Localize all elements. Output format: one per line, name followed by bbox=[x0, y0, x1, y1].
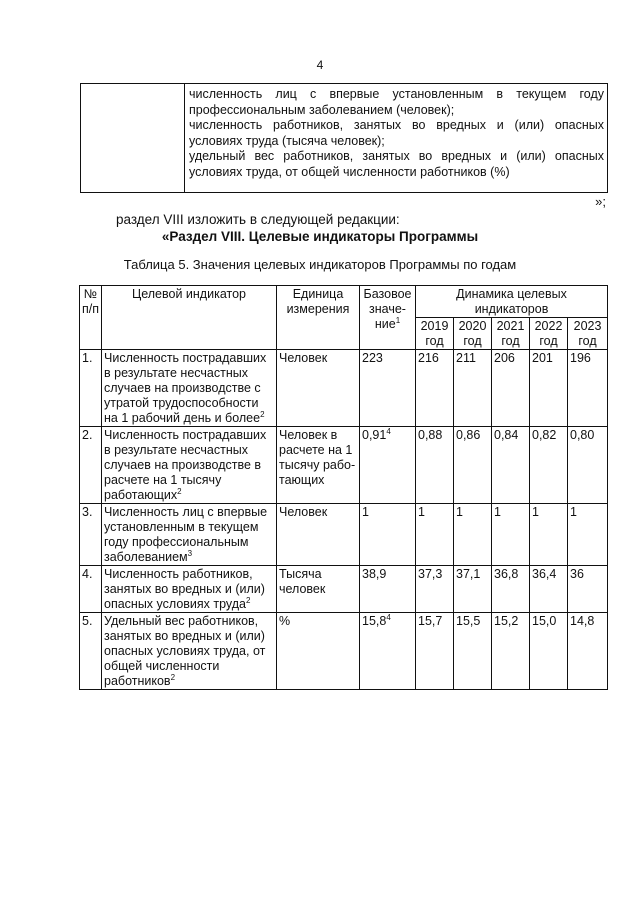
header-unit: Единица измерения bbox=[277, 286, 360, 350]
row-base bbox=[360, 566, 416, 613]
footnote-mark: 4 bbox=[386, 612, 391, 622]
row-value-2023: 196 bbox=[568, 350, 608, 427]
table-row bbox=[80, 427, 608, 504]
indicators-table bbox=[79, 285, 608, 690]
row-value-2022: 1 bbox=[530, 504, 568, 566]
row-value-2021: 36,8 bbox=[492, 566, 530, 613]
row-value-2020: 1 bbox=[454, 504, 492, 566]
row-num: 1. bbox=[80, 350, 102, 427]
row-value-2021: 1 bbox=[492, 504, 530, 566]
header-num: № п/п bbox=[80, 286, 102, 350]
table-row bbox=[80, 613, 608, 690]
row-value-2020: 37,1 bbox=[454, 566, 492, 613]
row-value-2023: 14,8 bbox=[568, 613, 608, 690]
indicator-line: численность лиц с впервые установленным в текущем году профессиональным заболеванием (человек); bbox=[189, 87, 604, 117]
closing-quote: »; bbox=[595, 194, 606, 209]
row-value-2023: 0,80 bbox=[568, 427, 608, 504]
row-indicator bbox=[102, 566, 277, 613]
row-value-2021: 206 bbox=[492, 350, 530, 427]
header-year: 2019 год bbox=[416, 318, 454, 350]
header-dynamics: Динамика целевых индикаторов bbox=[416, 286, 608, 318]
table-row bbox=[80, 504, 608, 566]
row-value-2020: 211 bbox=[454, 350, 492, 427]
row-value-2021: 15,2 bbox=[492, 613, 530, 690]
continuation-table bbox=[80, 83, 608, 193]
row-unit: Тысяча человек bbox=[277, 566, 360, 613]
row-base-value: 1 bbox=[362, 505, 369, 519]
indicator-list-cell bbox=[185, 84, 608, 193]
row-base-value: 0,91 bbox=[362, 428, 387, 442]
footnote-mark: 3 bbox=[187, 548, 193, 558]
header-year: 2022 год bbox=[530, 318, 568, 350]
amendment-instruction: раздел VIII изложить в следующей редакции: bbox=[116, 212, 400, 227]
footnote-mark: 2 bbox=[170, 672, 176, 682]
footnote-mark: 2 bbox=[260, 409, 265, 419]
row-value-2019: 0,88 bbox=[416, 427, 454, 504]
row-indicator-text: Численность работников, занятых во вредных и (или) опасных условиях труда bbox=[104, 567, 265, 611]
row-value-2020: 15,5 bbox=[454, 613, 492, 690]
row-base-value: 38,9 bbox=[362, 567, 387, 581]
header-indicator: Целевой индикатор bbox=[102, 286, 277, 350]
row-value-2022: 15,0 bbox=[530, 613, 568, 690]
row-value-2020: 0,86 bbox=[454, 427, 492, 504]
indicator-line: удельный вес работников, занятых во вредных и (или) опасных условиях труда, от общей численности работников (%) bbox=[189, 149, 604, 179]
row-num: 3. bbox=[80, 504, 102, 566]
empty-cell bbox=[81, 84, 185, 193]
row-indicator bbox=[102, 350, 277, 427]
row-indicator-text: Численность лиц с впервые установленным в текущем году профессиональным заболеванием bbox=[104, 505, 268, 564]
row-unit: Человек в расчете на 1 тысячу работающих bbox=[277, 427, 360, 504]
row-base-value: 223 bbox=[362, 351, 383, 365]
row-num: 4. bbox=[80, 566, 102, 613]
row-base-value: 15,8 bbox=[362, 614, 387, 628]
row-base bbox=[360, 427, 416, 504]
section-heading: «Раздел VIII. Целевые индикаторы Программы bbox=[161, 229, 479, 244]
row-indicator-text: Удельный вес работников, занятых во вредных и (или) опасных условиях труда, от общей численности работников bbox=[104, 614, 266, 688]
header-year: 2020 год bbox=[454, 318, 492, 350]
row-value-2019: 37,3 bbox=[416, 566, 454, 613]
header-year: 2023 год bbox=[568, 318, 608, 350]
row-num: 5. bbox=[80, 613, 102, 690]
row-indicator-text: Численность пострадавших в результате несчастных случаев на производстве с утратой трудоспособности на 1 рабочий день и более bbox=[104, 351, 267, 425]
row-value-2023: 1 bbox=[568, 504, 608, 566]
row-indicator bbox=[102, 504, 277, 566]
row-unit: Человек bbox=[277, 350, 360, 427]
page-number: 4 bbox=[316, 58, 324, 72]
row-num: 2. bbox=[80, 427, 102, 504]
footnote-mark: 2 bbox=[246, 595, 251, 605]
indicator-line: численность работников, занятых во вредных и (или) опасных условиях труда (тысяча человек); bbox=[189, 118, 604, 148]
row-value-2022: 0,82 bbox=[530, 427, 568, 504]
footnote-mark: 2 bbox=[177, 486, 182, 496]
row-indicator bbox=[102, 613, 277, 690]
table-caption: Таблица 5. Значения целевых индикаторов Программы по годам bbox=[123, 257, 517, 272]
row-base bbox=[360, 504, 416, 566]
row-value-2019: 1 bbox=[416, 504, 454, 566]
footnote-mark: 1 bbox=[395, 315, 401, 325]
row-value-2019: 216 bbox=[416, 350, 454, 427]
row-value-2022: 201 bbox=[530, 350, 568, 427]
row-value-2023: 36 bbox=[568, 566, 608, 613]
row-indicator-text: Численность пострадавших в результате несчастных случаев на производстве в расчете на 1 тысячу работающих bbox=[104, 428, 267, 502]
table-row bbox=[80, 566, 608, 613]
header-year: 2021 год bbox=[492, 318, 530, 350]
row-unit: Человек bbox=[277, 504, 360, 566]
table-row bbox=[80, 350, 608, 427]
row-value-2022: 36,4 bbox=[530, 566, 568, 613]
row-indicator bbox=[102, 427, 277, 504]
row-base bbox=[360, 613, 416, 690]
footnote-mark: 4 bbox=[386, 426, 391, 436]
row-unit: % bbox=[277, 613, 360, 690]
row-base bbox=[360, 350, 416, 427]
header-base-text: Базовое значе- ние bbox=[363, 287, 412, 331]
header-base bbox=[360, 286, 416, 350]
row-value-2021: 0,84 bbox=[492, 427, 530, 504]
row-value-2019: 15,7 bbox=[416, 613, 454, 690]
